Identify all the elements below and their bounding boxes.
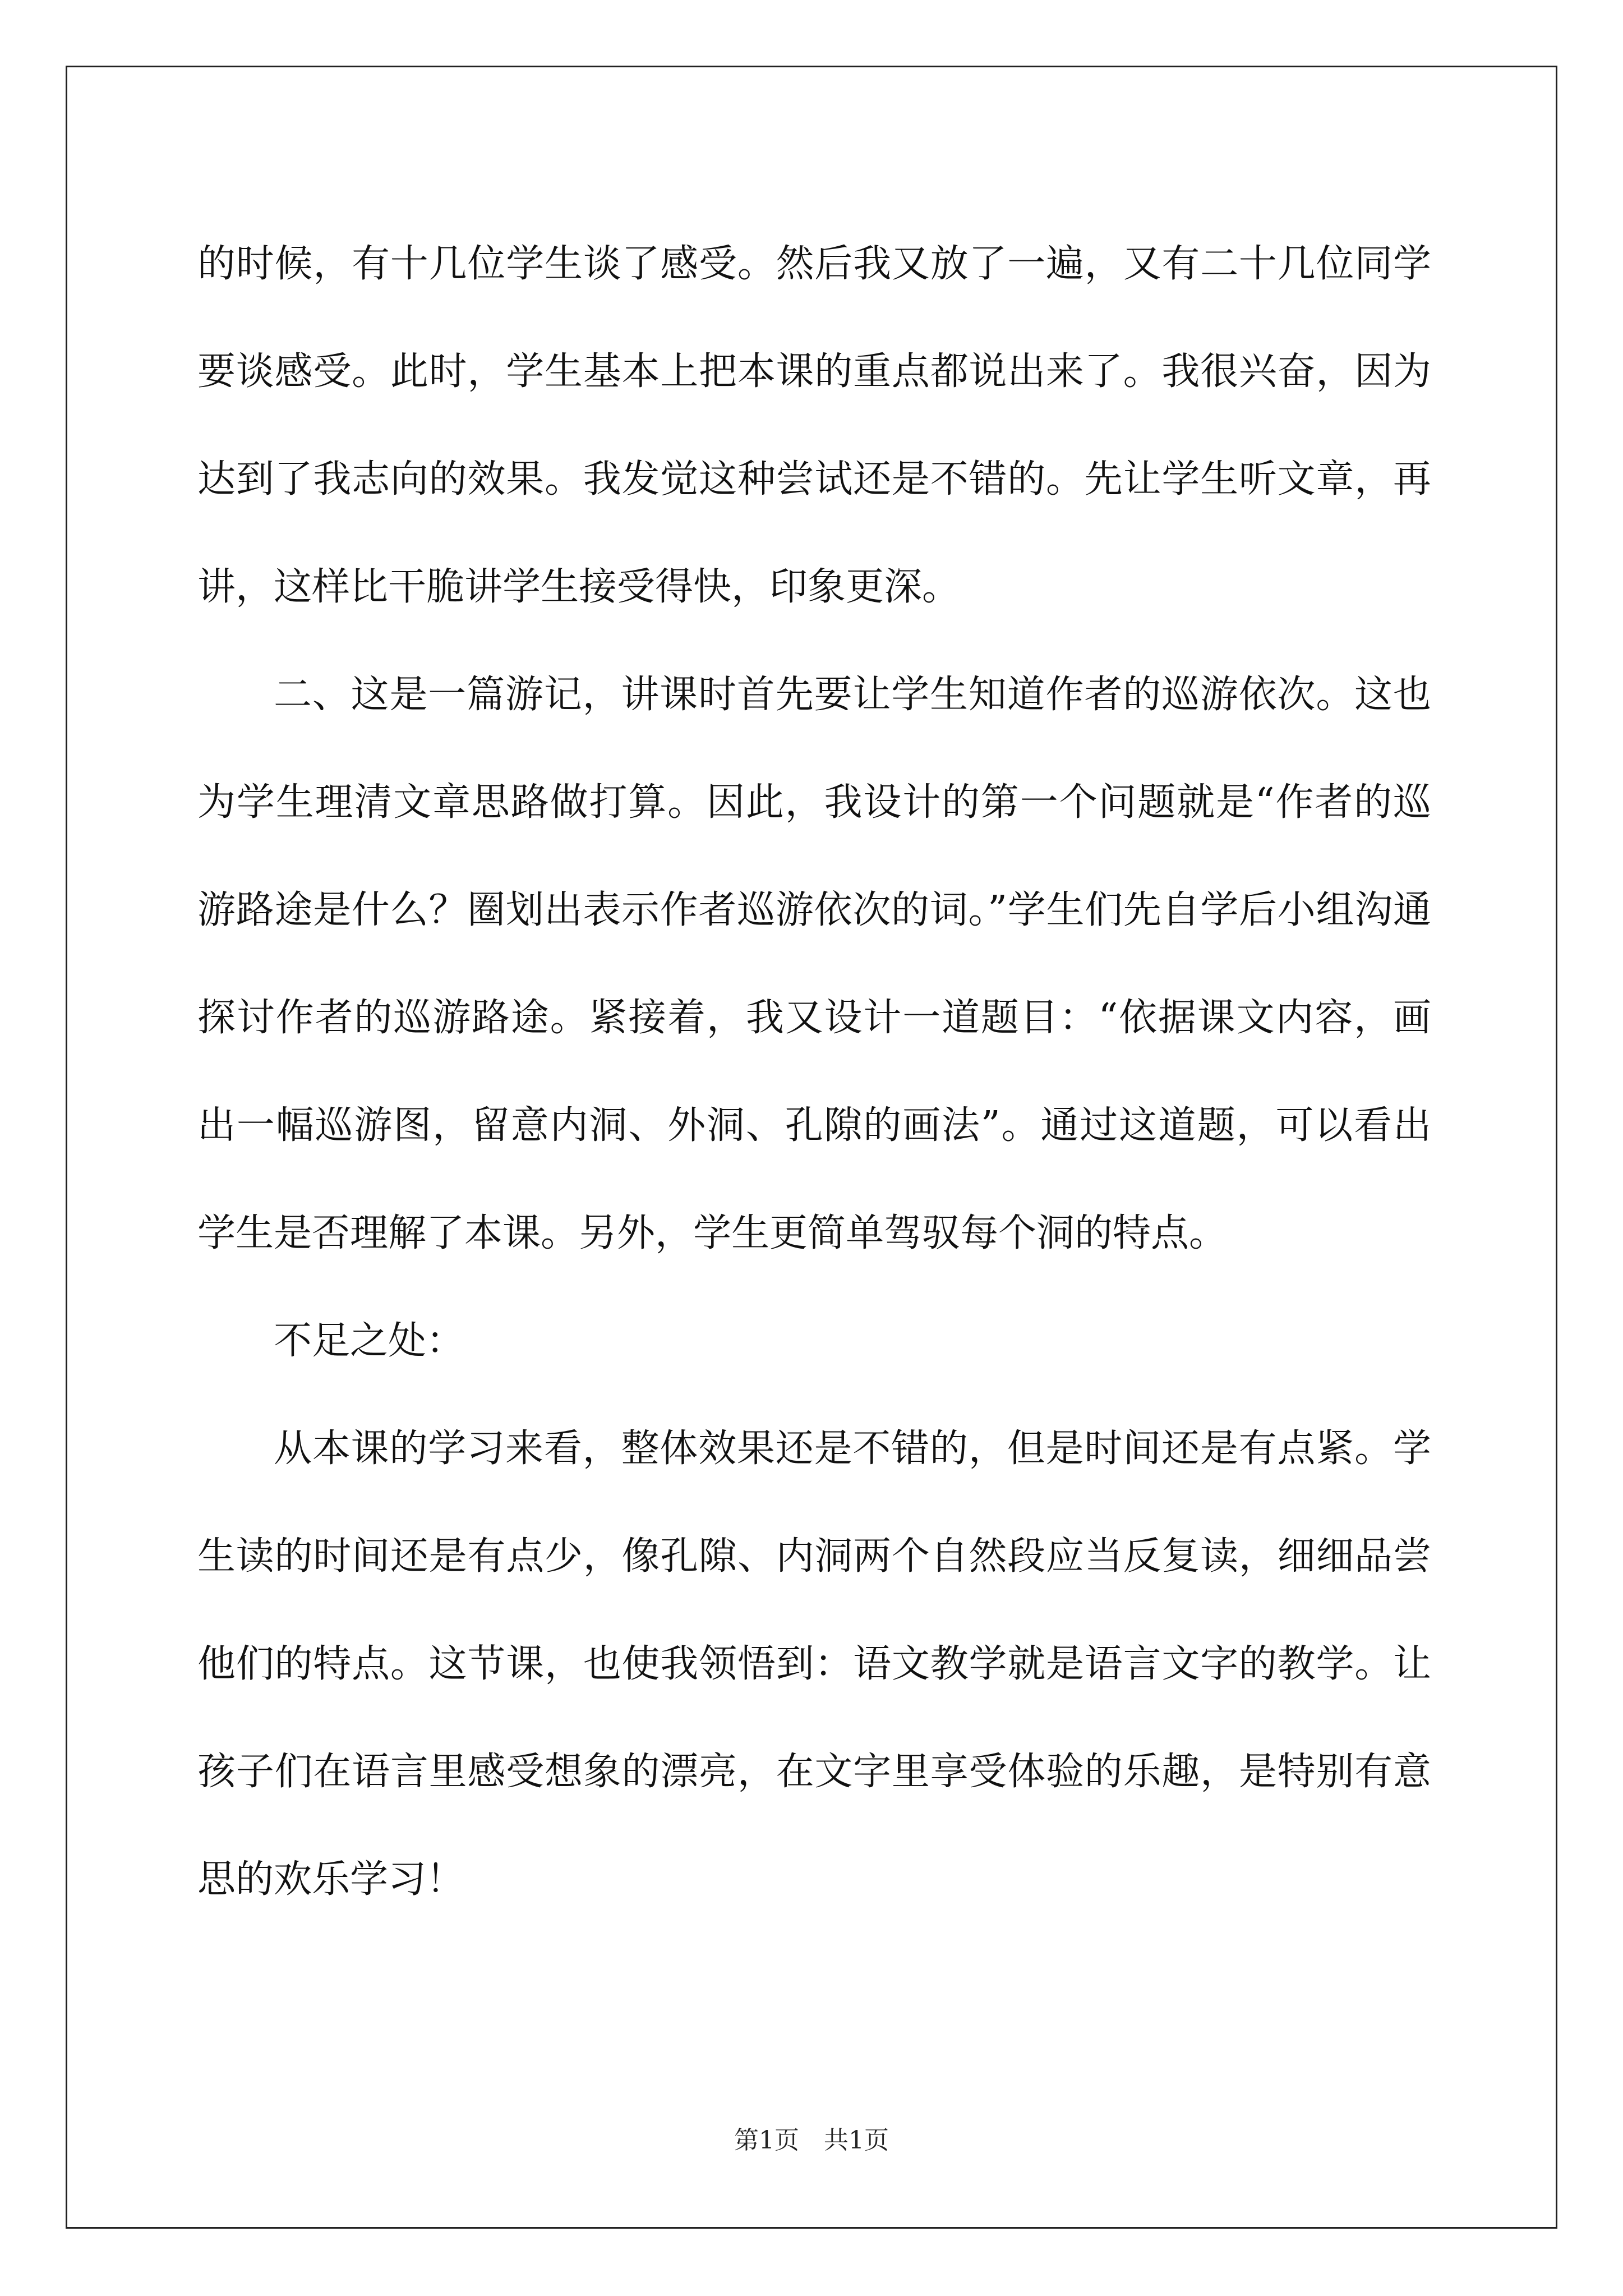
page-number-footer: 第1页 共1页 [734,2126,889,2155]
paragraph-2: 二、这是一篇游记，讲课时首先要让学生知道作者的巡游依次。这也为学生理清文章思路做打算。因此，我设计的第一个问题就是“作者的巡游路途是什么？圈划出表示作者巡游依次的词。”学生们先自学后小组沟通探讨作者的巡游路途。紧接着，我又设计一道题目：“依据课文内容，画出一幅巡游图，留意内洞、外洞、孔隙的画法”。通过这道题，可以看出学生是否理解了本课。另外，学生更简单驾驭每个洞的特点。 [197,673,1431,1255]
document-body [197,210,1431,1934]
paragraph-4: 从本课的学习来看，整体效果还是不错的，但是时间还是有点紧。学生读的时间还是有点少，像孔隙、内洞两个自然段应当反复读，细细品尝他们的特点。这节课，也使我领悟到：语文教学就是语言文字的教学。让孩子们在语言里感受想象的漂亮，在文字里享受体验的乐趣，是特别有意思的欢乐学习！ [197,1427,1431,1902]
paragraph-1: 的时候，有十几位学生谈了感受。然后我又放了一遍，又有二十几位同学要谈感受。此时，学生基本上把本课的重点都说出来了。我很兴奋，因为达到了我志向的效果。我发觉这种尝试还是不错的。先让学生听文章，再讲，这样比干脆讲学生接受得快，印象更深。 [197,242,1431,609]
paragraph-3-heading: 不足之处： [274,1319,465,1363]
